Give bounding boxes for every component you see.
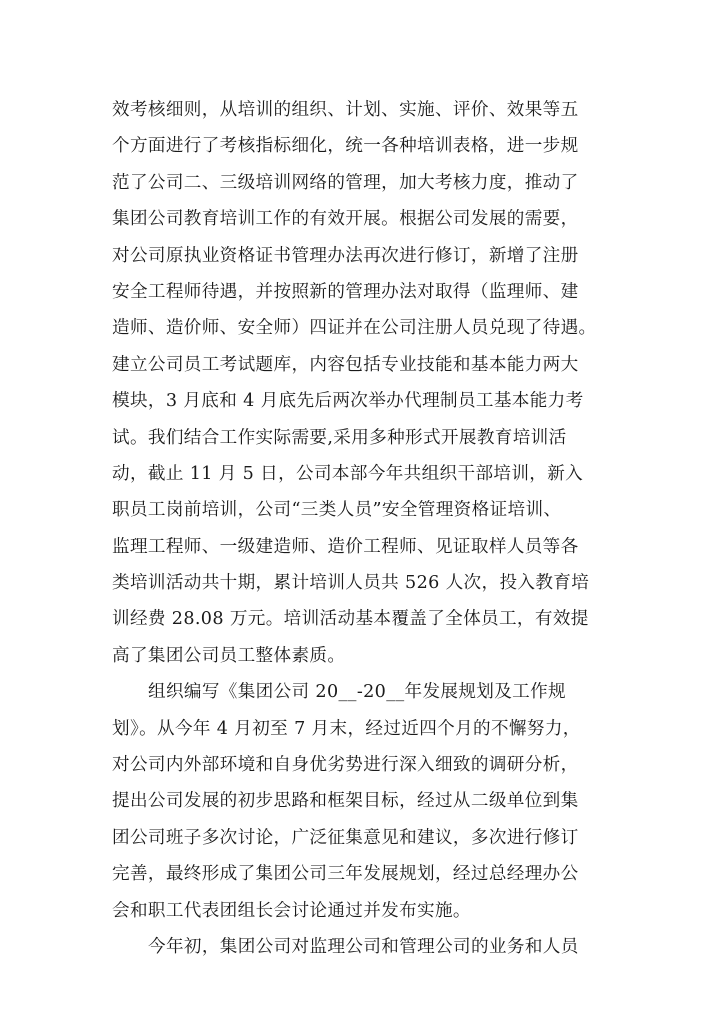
document-body [112,92,632,965]
text-line: 类培训活动共十期，累计培训人员共 526 人次，投入教育培 [112,573,590,594]
text-line: 完善，最终形成了集团公司三年发展规划，经过总经理办公 [112,864,579,885]
text-line: 试。我们结合工作实际需要,采用多种形式开展教育培训活 [112,427,567,448]
text-line: 模块，3 月底和 4 月底先后两次举办代理制员工基本能力考 [112,391,584,412]
text-line: 团公司班子多次讨论，广泛征集意见和建议，多次进行修订 [112,827,579,848]
text-line: 训经费 28.08 万元。培训活动基本覆盖了全体员工，有效提 [112,609,589,630]
paragraph-development-plan [112,674,632,929]
text-line: 今年初，集团公司对监理公司和管理公司的业务和人员 [148,936,579,957]
text-line: 对公司原执业资格证书管理办法再次进行修订，新增了注册 [112,245,579,266]
text-line: 高了集团公司员工整体素质。 [112,645,346,666]
paragraph-training-assessment [112,92,632,674]
text-line: 集团公司教育培训工作的有效开展。根据公司发展的需要， [112,209,579,230]
text-line: 个方面进行了考核指标细化，统一各种培训表格，进一步规 [112,136,579,157]
text-line: 安全工程师待遇，并按照新的管理办法对取得（监理师、建 [112,281,579,302]
text-line: 对公司内外部环境和自身优劣势进行深入细致的调研分析， [112,755,579,776]
text-line: 建立公司员工考试题库，内容包括专业技能和基本能力两大 [112,354,579,375]
text-line: 提出公司发展的初步思路和框架目标，经过从二级单位到集 [112,791,579,812]
text-line: 组织编写《集团公司 20__-20__年发展规划及工作规 [148,682,566,703]
text-line: 监理工程师、一级建造师、造价工程师、见证取样人员等各 [112,536,579,557]
text-line: 会和职工代表团组长会讨论通过并发布实施。 [112,900,471,921]
paragraph-year-start [112,929,632,965]
text-line: 造师、造价师、安全师）四证并在公司注册人员兑现了待遇。 [112,318,597,339]
text-line: 划》。从今年 4 月初至 7 月末，经过近四个月的不懈努力， [112,718,581,739]
text-line: 职员工岗前培训，公司“三类人员”安全管理资格证培训、 [112,500,562,521]
text-line: 范了公司二、三级培训网络的管理，加大考核力度，推动了 [112,172,579,193]
text-line: 效考核细则，从培训的组织、计划、实施、评价、效果等五 [112,100,579,120]
text-line: 动，截止 11 月 5 日，公司本部今年共组织干部培训，新入 [112,463,584,484]
